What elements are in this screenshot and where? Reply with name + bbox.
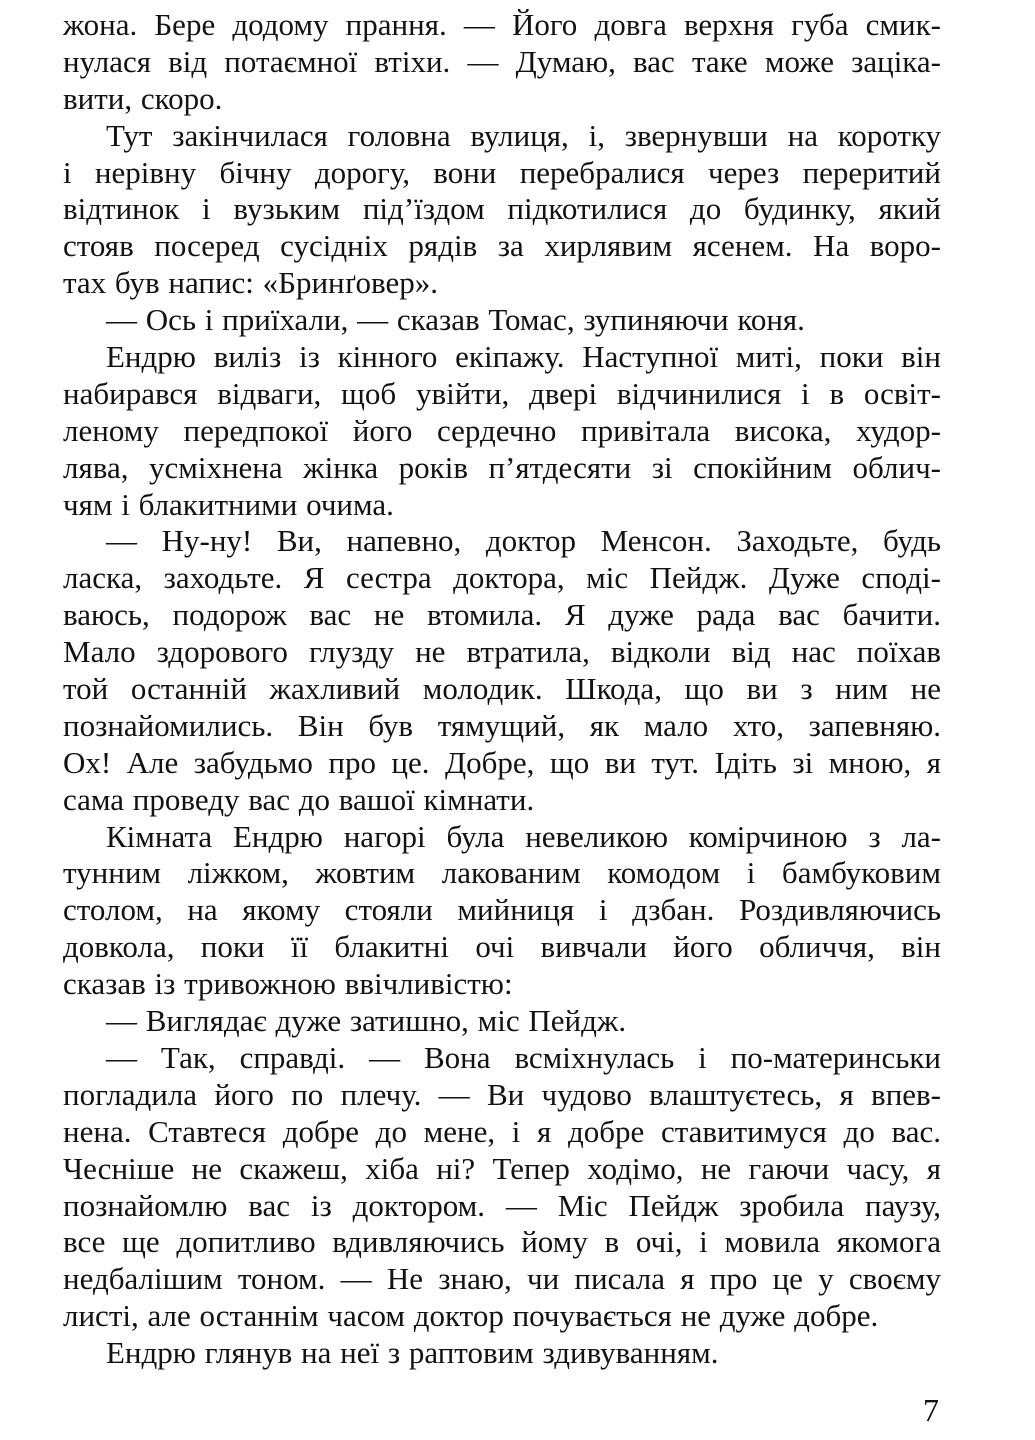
text-line: недбалішим тоном. — Не знаю, чи писала я про це у своєму [63, 1261, 941, 1297]
text-line: сама проведу вас до вашої кімнати. [63, 781, 535, 817]
text-line: тунним ліжком, жовтим лакованим комодом і бамбуковим [63, 855, 941, 891]
page-number: 7 [923, 1392, 939, 1428]
text-line: ласка, заходьте. Я сестра доктора, міс Пейдж. Дуже споді- [63, 560, 941, 596]
text-line: Кімната Ендрю нагорі була невеликою комірчиною з ла- [106, 818, 941, 854]
text-line: столом, на якому стояли мийниця і дзбан. Роздивляючись [63, 892, 941, 928]
text-line: нулася від потаємної втіхи. — Думаю, вас таке може заціка- [63, 43, 941, 79]
text-line: чям і блакитними очима. [63, 486, 394, 522]
text-line: — Виглядає дуже затишно, міс Пейдж. [106, 1003, 627, 1039]
text-line: лява, усміхнена жінка років п’ятдесяти зі спокійним облич- [63, 449, 941, 485]
text-line: Тут закінчилася головна вулиця, і, звернувши на коротку [106, 117, 941, 153]
text-line: той останній жахливий молодик. Шкода, що ви з ним не [63, 671, 941, 707]
text-line: тах був напис: «Бринґовер». [63, 265, 438, 301]
text-line: познайомились. Він був тямущий, як мало хто, запевняю. [63, 707, 941, 743]
text-line: Ох! Але забудьмо про це. Добре, що ви тут. Ідіть зі мною, я [63, 744, 941, 780]
text-line: набирався відваги, щоб увійти, двері відчинилися і в освіт- [63, 375, 941, 411]
text-line: сказав із тривожною ввічливістю: [63, 966, 513, 1002]
text-line: жона. Бере додому прання. — Його довга верхня губа смик- [63, 7, 941, 42]
text-line: і нерівну бічну дорогу, вони перебралися через переритий [63, 154, 941, 190]
text-line: листі, але останнім часом доктор почувається не дуже добре. [63, 1298, 879, 1334]
text-line: познайомлю вас із доктором. — Міс Пейдж зробила паузу, [63, 1187, 941, 1223]
text-line: ваюсь, подорож вас не втомила. Я дуже рада вас бачити. [63, 597, 941, 633]
text-line: стояв посеред сусідніх рядів за хирлявим ясенем. На воро- [63, 228, 941, 264]
text-line: леному передпокої його сердечно привітала висока, худор- [63, 412, 941, 448]
text-line: — Ну-ну! Ви, напевно, доктор Менсон. Заходьте, будь [106, 523, 941, 559]
text-line: — Ось і приїхали, — сказав Томас, зупиняючи коня. [106, 302, 805, 338]
text-line: погладила його по плечу. — Ви чудово влаштуєтесь, я впев- [63, 1076, 941, 1112]
text-line: Чесніше не скажеш, хіба ні? Тепер ходімо, не гаючи часу, я [63, 1150, 941, 1186]
text-line: все ще допитливо вдивляючись йому в очі, і мовила якомога [63, 1224, 941, 1260]
text-line: — Так, справді. — Вона всміхнулась і по-материнськи [106, 1039, 941, 1075]
text-line: довкола, поки її блакитні очі вивчали його обличчя, він [63, 929, 941, 965]
body-text [63, 7, 941, 1372]
text-line: вити, скоро. [63, 80, 223, 116]
text-line: Ендрю глянув на неї з раптовим здивуванням. [106, 1335, 719, 1371]
text-line: нена. Ставтеся добре до мене, і я добре ставитимуся до вас. [63, 1113, 941, 1149]
text-line: Ендрю виліз із кінного екіпажу. Наступної миті, поки він [106, 339, 941, 375]
text-line: відтинок і вузьким під’їздом підкотилися до будинку, який [63, 191, 941, 227]
text-line: Мало здорового глузду не втратила, відколи від нас поїхав [63, 634, 941, 670]
